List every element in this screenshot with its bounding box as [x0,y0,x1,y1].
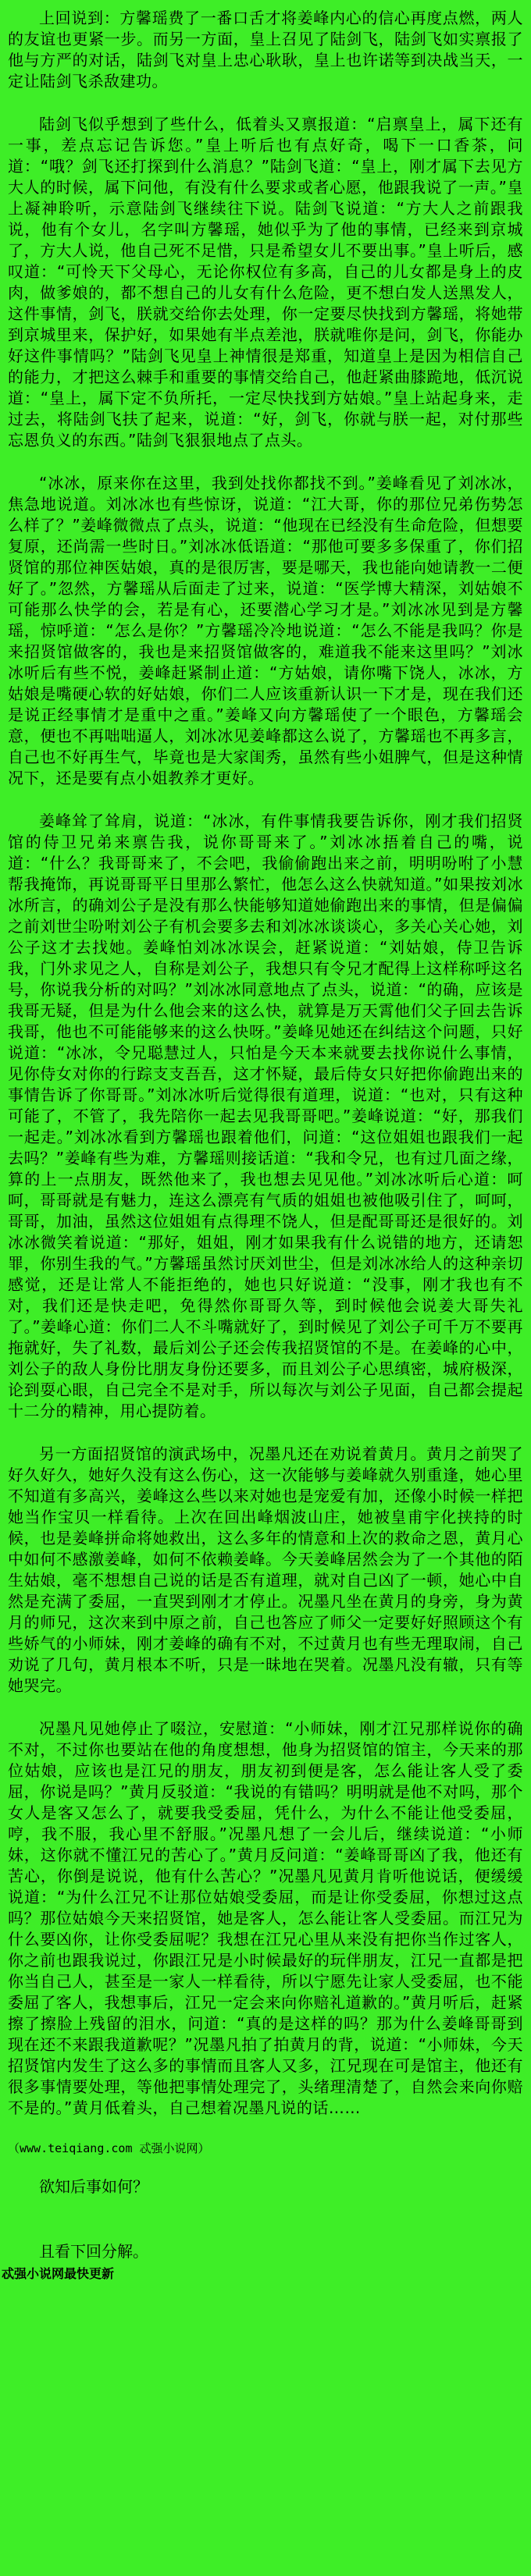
novel-paragraph: 另一方面招贤馆的演武场中，况墨凡还在劝说着黄月。黄月之前哭了好久好久，她好久没有这么伤心，这一次能够与姜峰就久别重逢，她心里不知道有多高兴，姜峰这么些以来对她也是宠爱有加，还像小时候一样把她当作宝贝一样看待。上次在回出峰烟波山庄，她被皇甫宇化挟持的时候，也是姜峰拼命将她救出，这么多年的情意和上次的救命之恩，黄月心中如何不感激姜峰，如何不依赖姜峰。今天姜峰居然会为了一个其他的陌生姑娘，毫不想想自己说的话是否有道理，就对自己凶了一顿，她心中自然是充满了委屈，一直哭到刚才才停止。况墨凡坐在黄月的身旁，身为黄月的师兄，这次来到中原之前，自己也答应了师父一定要好好照顾这个有些娇气的小师妹，刚才姜峰的确有不对，不过黄月也有些无理取闹，自己劝说了几句，黄月根本不听，只是一昧地在哭着。况墨凡没有辙，只有等她哭完。 [8,1444,523,1695]
site-update-note: 忒强小说网最快更新 [2,2266,115,2281]
novel-paragraph: 陆剑飞似乎想到了些什么，低着头又禀报道：“启禀皇上，属下还有一事，差点忘记告诉您。”皇上听后也有点好奇，喝下一口香茶，问道：“哦？剑飞还打探到什么消息？”陆剑飞道：“皇上，刚才属下去见方大人的时候，属下问他，有没有什么要求或者心愿，他跟我说了一声。”皇上凝神聆听，示意陆剑飞继续往下说。陆剑飞说道：“方大人之前跟我说，他有个女儿，名字叫方馨瑶，她似乎为了他的事情，已经来到京城了，方大人说，他自己死不足惜，只是希望女儿不要出事。”皇上听后，感叹道：“可怜天下父母心，无论你权位有多高，自己的儿女都是身上的皮肉，做爹娘的，都不想自己的儿女有什么危险，更不想白发人送黑发人，这件事情，剑飞，朕就交给你去处理，你一定要尽快找到方馨瑶，将她带到京城里来，保护好，如果她有半点差池，朕就唯你是问，剑飞，你能办好这件事情吗？”陆剑飞见皇上神情很是郑重，知道皇上是因为相信自己的能力，才把这么棘手和重要的事情交给自己，他赶紧曲膝跪地，低沉说道：“皇上，属下定不负所托，一定尽快找到方姑娘。”皇上站起身来，走过去，将陆剑飞扶了起来，说道：“好，剑飞，你就与朕一起，对付那些忘恩负义的东西。”陆剑飞狠狠地点了点头。 [8,115,523,449]
novel-paragraph: 姜峰耸了耸肩，说道：“冰冰，有件事情我要告诉你，刚才我们招贤馆的侍卫兄弟来禀告我，说你哥哥来了。”刘冰冰捂着自己的嘴，说道：“什么？我哥哥来了，不会吧，我偷偷跑出来之前，明明吩咐了小慧帮我掩饰，再说哥哥平日里那么繁忙，他怎么这么快就知道。”如果按刘冰冰所言，的确刘公子是没有那么快能够知道她偷跑出来的事情，但是偏偏之前刘世尘吩咐刘公子有机会要多去和刘冰冰谈谈心，多关心关心她，刘公子这才去找她。姜峰怕刘冰冰误会，赶紧说道：“刘姑娘，侍卫告诉我，门外求见之人，自称是刘公子，我想只有令兄才配得上这样称呼这名号，你说我分析的对吗？”刘冰冰同意地点了点头，说道：“的确，应该是我哥无疑，但是为什么他会来的这么快，就算是万天霄他们父子回去告诉我哥，他也不可能能够来的这么快呀。”姜峰见她还在纠结这个问题，只好说道：“冰冰，令兄聪慧过人，只怕是今天本来就要去找你说什么事情，见你侍女对你的行踪支支吾吾，这才怀疑，最后侍女只好把你偷跑出来的事情告诉了你哥哥。”刘冰冰听后觉得很有道理，说道：“也对，只有这种可能了，不管了，我先陪你一起去见我哥哥吧。”姜峰说道：“好，那我们一起走。”刘冰冰看到方馨瑶也跟着他们，问道：“这位姐姐也跟我们一起去吗？”姜峰有些为难，方馨瑶则接话道：“我和令兄，也有过几面之缘，算的上一点朋友，既然他来了，我也想去见见他。”刘冰冰听后心道：呵呵，哥哥就是有魅力，连这么漂亮有气质的姐姐也被他吸引住了，呵呵，哥哥，加油，虽然这位姐姐有点得理不饶人，但是配哥哥还是很好的。刘冰冰微笑着说道：“那好，姐姐，刚才如果我有什么说错的地方，还请恕罪，你别生我的气。”方馨瑶虽然讨厌刘世尘，但是刘冰冰给人的这种亲切感觉，还是让常人不能拒绝的，她也只好说道：“没事，刚才我也有不对，我们还是快走吧，免得然你哥哥久等，到时候他会说姜大哥失礼了。”姜峰心道：你们二人不斗嘴就好了，到时候见了刘公子可千万不要再拖就好，失了礼数，最后刘公子还会传我招贤馆的不是。在姜峰的心中，刘公子的敌人身份比朋友身份还要多，而且刘公子心思缜密，城府极深，论到耍心眼，自己完全不是对手，所以每次与刘公子见面，自己都会提起十二分的精神，用心提防着。 [8,812,523,1420]
teaser-closing: 且看下回分解。 [39,2242,148,2261]
teaser-question: 欲知后事如何？ [39,2177,148,2196]
novel-paragraph-recap: 上回说到：方馨瑶费了一番口舌才将姜峰内心的信心再度点燃，两人的友谊也更紧一步。而另一方面，皇上召见了陆剑飞，陆剑飞如实禀报了他与方严的对话，陆剑飞对皇上忠心耿耿，皇上也许诺等到决战当天，一定让陆剑飞杀敌建功。 [8,9,523,91]
site-watermark: （www.teiqiang.com 忒强小说网） [8,2141,210,2155]
novel-paragraph: 况墨凡见她停止了啜泣，安慰道：“小师妹，刚才江兄那样说你的确不对，不过你也要站在他的角度想想，他身为招贤馆的馆主，今天来的那位姑娘，应该也是江兄的朋友，朋友初到便是客，怎么能让客人受了委屈，你说是吗？”黄月反驳道：“我说的有错吗？明明就是他不对吗，那个女人是客又怎么了，就要我受委屈，凭什么，为什么不能让他受委屈，哼，我不服，我心里不舒服。”况墨凡想了一会儿后，继续说道：“小师妹，这你就不懂江兄的苦心了。”黄月反问道：“姜峰哥哥凶了我，他还有苦心，你倒是说说，他有什么苦心？”况墨凡见黄月肯听他说话，便缓缓说道：“为什么江兄不让那位姑娘受委屈，而是让你受委屈，你想过这点吗？那位姑娘今天来招贤馆，她是客人，怎么能让客人受委屈。而江兄为什么要凶你，让你受委屈呢？我想在江兄心里从来没有把你当作过客人，你之前也跟我说过，你跟江兄是小时候最好的玩伴朋友，江兄一直都是把你当自己人，甚至是一家人一样看待，所以宁愿先让家人受委屈，也不能委屈了客人，我想事后，江兄一定会来向你赔礼道歉的。”黄月听后，赶紧擦了擦脸上残留的泪水，问道：“真的是这样的吗？那为什么姜峰哥哥到现在还不来跟我道歉呢？”况墨凡拍了拍黄月的背，说道：“小师妹，今天招贤馆内发生了这么多的事情而且客人又多，江兄现在可是馆主，他还有很多事情要处理，等他把事情处理完了，头绪理清楚了，自然会来向你赔不是的。”黄月低着头，自己想着况墨凡说的话…… [8,1719,523,2117]
novel-paragraph: “冰冰，原来你在这里，我到处找你都找不到。”姜峰看见了刘冰冰，焦急地说道。刘冰冰也有些惊讶，说道：“江大哥，你的那位兄弟伤势怎么样了？”姜峰微微点了点头，说道：“他现在已经没有生命危险，但想要复原，还尚需一些时日。”刘冰冰低语道：“那他可要多多保重了，你们招贤馆的那位神医姑娘，真的是很厉害，要是哪天，我也能向她请教一二便好了。”忽然，方馨瑶从后面走了过来，说道：“医学博大精深，刘姑娘不可能那么快学的会，若是有心，还要潜心学习才是。”刘冰冰见到是方馨瑶，惊呼道：“怎么是你？”方馨瑶冷冷地说道：“怎么不能是我吗？你是来招贤馆做客的，我也是来招贤馆做客的，难道我不能来这里吗？”刘冰冰听后有些不悦，姜峰赶紧制止道：“方姑娘，请你嘴下饶人，冰冰，方姑娘是嘴硬心软的好姑娘，你们二人应该重新认识一下才是，现在我们还是说正经事情才是重中之重。”姜峰又向方馨瑶使了一个眼色，方馨瑶会意，便也不再咄咄逼人，刘冰冰见姜峰都这么说了，方馨瑶也不再多言，自己也不好再生气，毕竟也是大家闺秀，虽然有些小姐脾气，但是这种情况下，还是要有点小姐教养才更好。 [8,474,523,787]
